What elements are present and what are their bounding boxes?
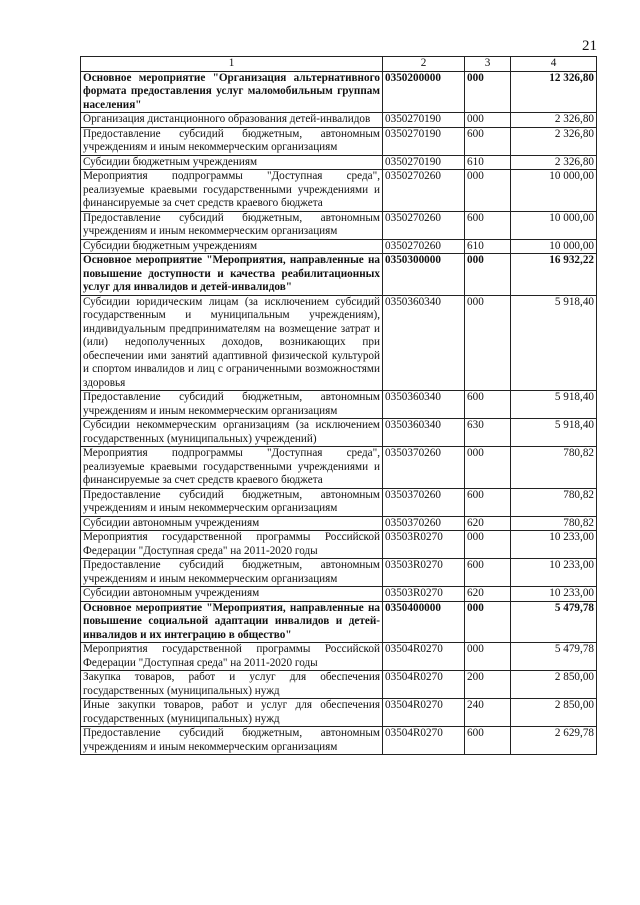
- table-row: [81, 211, 597, 239]
- row-amount: 10 233,00: [511, 531, 597, 559]
- row-amount: 5 479,78: [511, 601, 597, 643]
- row-group: 000: [465, 254, 511, 296]
- row-amount: 780,82: [511, 516, 597, 531]
- row-code: 0350300000: [383, 254, 465, 296]
- row-group: 620: [465, 516, 511, 531]
- table-row: [81, 699, 597, 727]
- row-group: 240: [465, 699, 511, 727]
- row-code: 03504R0270: [383, 643, 465, 671]
- row-code: 03504R0270: [383, 727, 465, 755]
- row-code: 0350360340: [383, 295, 465, 391]
- row-code: 03503R0270: [383, 531, 465, 559]
- table-row: [81, 643, 597, 671]
- row-group: 600: [465, 127, 511, 155]
- row-code: 0350270190: [383, 155, 465, 170]
- row-amount: 16 932,22: [511, 254, 597, 296]
- row-name: Субсидии автономным учреждениям: [81, 587, 383, 602]
- table-row: [81, 170, 597, 212]
- row-name: Субсидии бюджетным учреждениям: [81, 155, 383, 170]
- row-code: 0350360340: [383, 391, 465, 419]
- row-name: Основное мероприятие "Организация альтернативного формата предоставления услуг маломобильным группам населения": [81, 71, 383, 113]
- row-amount: 5 918,40: [511, 295, 597, 391]
- column-header: 2: [383, 57, 465, 72]
- row-code: 0350400000: [383, 601, 465, 643]
- row-group: 600: [465, 211, 511, 239]
- row-amount: 5 918,40: [511, 419, 597, 447]
- table-row: [81, 239, 597, 254]
- row-group: 000: [465, 71, 511, 113]
- row-code: 03504R0270: [383, 671, 465, 699]
- row-amount: 2 850,00: [511, 671, 597, 699]
- table-row: [81, 155, 597, 170]
- row-amount: 780,82: [511, 488, 597, 516]
- row-amount: 10 000,00: [511, 239, 597, 254]
- row-amount: 10 000,00: [511, 170, 597, 212]
- table-row: [81, 254, 597, 296]
- row-name: Субсидии автономным учреждениям: [81, 516, 383, 531]
- row-name: Предоставление субсидий бюджетным, автономным учреждениям и иным некоммерческим организациям: [81, 391, 383, 419]
- header-row: [81, 57, 597, 72]
- column-header: 3: [465, 57, 511, 72]
- table-row: [81, 601, 597, 643]
- row-amount: 12 326,80: [511, 71, 597, 113]
- table-row: [81, 113, 597, 128]
- row-name: Субсидии юридическим лицам (за исключением субсидий государственным и муниципальным учреждениям), индивидуальным предпринимателям на возмещение затрат и (или) недополученных доходов, возникающих при обеспечении ими занятий адаптивной физической культурой и спортом инвалидов и лиц с ограниченными возможностями здоровья: [81, 295, 383, 391]
- table-row: [81, 531, 597, 559]
- row-code: 0350370260: [383, 488, 465, 516]
- row-amount: 2 326,80: [511, 127, 597, 155]
- table-row: [81, 127, 597, 155]
- row-amount: 2 326,80: [511, 155, 597, 170]
- row-code: 0350360340: [383, 419, 465, 447]
- row-group: 000: [465, 295, 511, 391]
- column-header: 1: [81, 57, 383, 72]
- row-group: 000: [465, 531, 511, 559]
- row-code: 03503R0270: [383, 587, 465, 602]
- row-code: 0350270190: [383, 113, 465, 128]
- row-name: Иные закупки товаров, работ и услуг для обеспечения государственных (муниципальных) нужд: [81, 699, 383, 727]
- row-amount: 10 000,00: [511, 211, 597, 239]
- table-row: [81, 419, 597, 447]
- table-body: [81, 71, 597, 755]
- row-group: 000: [465, 643, 511, 671]
- row-code: 0350270260: [383, 170, 465, 212]
- row-group: 000: [465, 170, 511, 212]
- row-code: 03504R0270: [383, 699, 465, 727]
- row-group: 600: [465, 488, 511, 516]
- row-group: 200: [465, 671, 511, 699]
- table-row: [81, 71, 597, 113]
- row-name: Предоставление субсидий бюджетным, автономным учреждениям и иным некоммерческим организациям: [81, 127, 383, 155]
- row-group: 000: [465, 601, 511, 643]
- row-code: 03503R0270: [383, 559, 465, 587]
- row-amount: 10 233,00: [511, 587, 597, 602]
- row-group: 630: [465, 419, 511, 447]
- row-code: 0350200000: [383, 71, 465, 113]
- row-name: Предоставление субсидий бюджетным, автономным учреждениям и иным некоммерческим организациям: [81, 727, 383, 755]
- row-name: Мероприятия подпрограммы "Доступная среда", реализуемые краевыми государственными учреждениями и финансируемые за счет средств краевого бюджета: [81, 170, 383, 212]
- table-row: [81, 391, 597, 419]
- row-group: 610: [465, 239, 511, 254]
- column-header: 4: [511, 57, 597, 72]
- row-name: Организация дистанционного образования детей-инвалидов: [81, 113, 383, 128]
- row-name: Мероприятия государственной программы Российской Федерации "Доступная среда" на 2011-2020 годы: [81, 643, 383, 671]
- table-row: [81, 559, 597, 587]
- row-code: 0350270260: [383, 211, 465, 239]
- row-amount: 5 918,40: [511, 391, 597, 419]
- row-name: Мероприятия государственной программы Российской Федерации "Доступная среда" на 2011-2020 годы: [81, 531, 383, 559]
- row-name: Предоставление субсидий бюджетным, автономным учреждениям и иным некоммерческим организациям: [81, 488, 383, 516]
- row-group: 600: [465, 559, 511, 587]
- row-name: Закупка товаров, работ и услуг для обеспечения государственных (муниципальных) нужд: [81, 671, 383, 699]
- row-code: 0350270190: [383, 127, 465, 155]
- row-group: 600: [465, 391, 511, 419]
- row-amount: 10 233,00: [511, 559, 597, 587]
- table-row: [81, 671, 597, 699]
- row-amount: 2 850,00: [511, 699, 597, 727]
- page-number: 21: [582, 38, 597, 54]
- row-code: 0350370260: [383, 447, 465, 489]
- row-group: 620: [465, 587, 511, 602]
- row-amount: 780,82: [511, 447, 597, 489]
- table-row: [81, 488, 597, 516]
- table-row: [81, 516, 597, 531]
- row-amount: 2 629,78: [511, 727, 597, 755]
- row-group: 000: [465, 447, 511, 489]
- row-name: Мероприятия подпрограммы "Доступная среда", реализуемые краевыми государственными учреждениями и финансируемые за счет средств краевого бюджета: [81, 447, 383, 489]
- table-row: [81, 447, 597, 489]
- row-name: Предоставление субсидий бюджетным, автономным учреждениям и иным некоммерческим организациям: [81, 559, 383, 587]
- row-amount: 5 479,78: [511, 643, 597, 671]
- row-group: 000: [465, 113, 511, 128]
- row-group: 600: [465, 727, 511, 755]
- row-name: Субсидии бюджетным учреждениям: [81, 239, 383, 254]
- row-group: 610: [465, 155, 511, 170]
- row-name: Основное мероприятие "Мероприятия, направленные на повышение социальной адаптации инвалидов и детей-инвалидов и их интеграцию в общество": [81, 601, 383, 643]
- row-code: 0350370260: [383, 516, 465, 531]
- row-amount: 2 326,80: [511, 113, 597, 128]
- budget-table: [80, 56, 597, 755]
- row-code: 0350270260: [383, 239, 465, 254]
- row-name: Основное мероприятие "Мероприятия, направленные на повышение доступности и качества реабилитационных услуг для инвалидов и детей-инвалидов": [81, 254, 383, 296]
- table-row: [81, 587, 597, 602]
- table-row: [81, 295, 597, 391]
- table-row: [81, 727, 597, 755]
- row-name: Предоставление субсидий бюджетным, автономным учреждениям и иным некоммерческим организациям: [81, 211, 383, 239]
- row-name: Субсидии некоммерческим организациям (за исключением государственных (муниципальных) учреждений): [81, 419, 383, 447]
